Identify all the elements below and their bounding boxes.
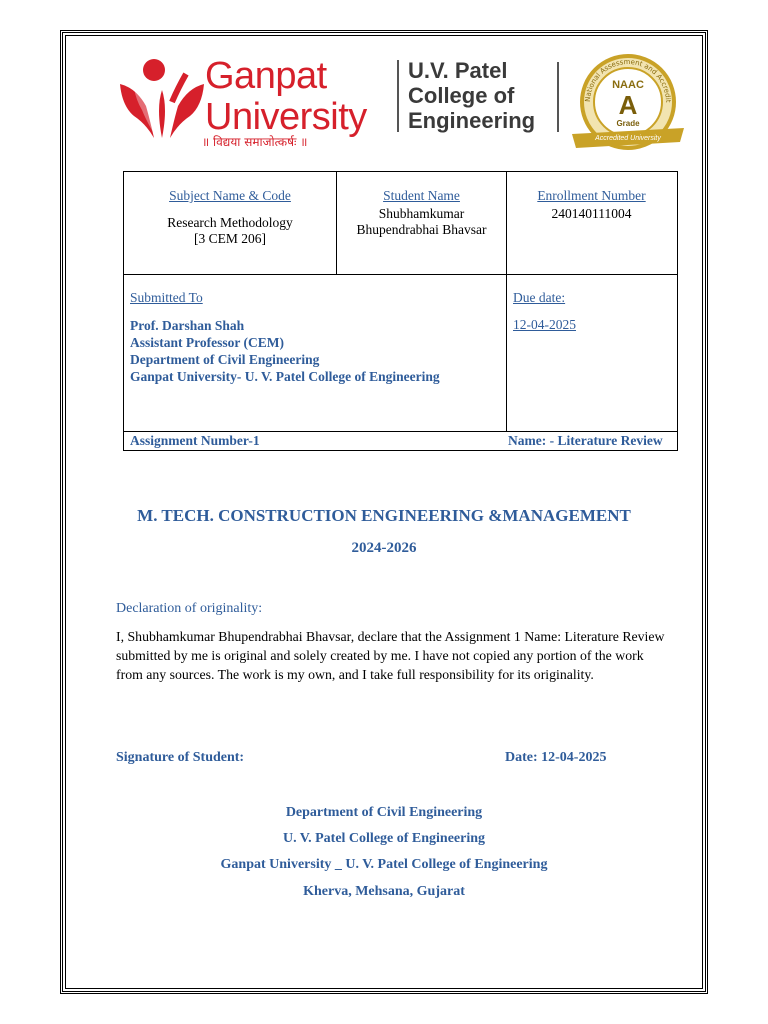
header-divider <box>397 60 399 132</box>
due-date-header: Due date: <box>513 290 566 305</box>
footer-college: U. V. Patel College of Engineering <box>282 831 486 846</box>
assignment-number: Assignment Number-1 <box>130 433 260 448</box>
college-name-line2: College of <box>408 83 515 108</box>
program-years: 2024-2026 <box>351 540 417 556</box>
ganpat-logo-icon <box>116 54 208 146</box>
declaration-line1: I, Shubhamkumar Bhupendrabhai Bhavsar, declare that the Assignment 1 Name: Literature Review <box>116 629 665 644</box>
naac-grade-letter: A <box>618 90 638 120</box>
assignment-name: Name: - Literature Review <box>508 433 663 448</box>
university-name-line1: Ganpat <box>205 55 327 97</box>
university-motto: ॥ विद्यया समाजोत्कर्षः ॥ <box>202 135 308 149</box>
naac-label: NAAC <box>612 79 644 91</box>
submitted-to-title: Assistant Professor (CEM) <box>130 335 284 350</box>
naac-arc-text: National Assessment and Accredit <box>583 57 673 103</box>
college-name-line1: U.V. Patel <box>408 58 508 83</box>
naac-seal-icon <box>568 50 686 156</box>
header-divider-2 <box>557 62 559 132</box>
submitted-to-header: Submitted To <box>130 290 203 305</box>
student-name-line2: Bhupendrabhai Bhavsar <box>356 222 487 237</box>
student-name-line1: Shubhamkumar <box>378 206 465 221</box>
student-name-header: Student Name <box>383 188 460 203</box>
footer-university: Ganpat University _ U. V. Patel College of Engineering <box>220 857 548 872</box>
footer-department: Department of Civil Engineering <box>285 805 483 820</box>
naac-seal <box>568 50 686 156</box>
subject-line1: Research Methodology <box>167 215 293 230</box>
declaration-line3: from any sources. The work is my own, and I take full responsibility for its originality. <box>116 667 594 682</box>
submitted-to-department: Department of Civil Engineering <box>130 352 320 367</box>
naac-ribbon-text: Accredited University <box>595 135 661 142</box>
program-title: M. TECH. CONSTRUCTION ENGINEERING &MANAGEMENT <box>137 506 631 525</box>
footer-address: Kherva, Mehsana, Gujarat <box>303 884 465 899</box>
submitted-to-name: Prof. Darshan Shah <box>130 318 245 333</box>
submitted-to-institution: Ganpat University- U. V. Patel College of Engineering <box>130 369 440 384</box>
college-name-line3: Engineering <box>408 108 536 133</box>
declaration-heading: Declaration of originality: <box>116 601 263 616</box>
naac-grade-word: Grade <box>616 119 640 128</box>
subject-header: Subject Name & Code <box>169 188 291 203</box>
enrollment-value: 240140111004 <box>551 206 632 221</box>
subject-line2: [3 CEM 206] <box>194 231 266 246</box>
due-date-value: 12-04-2025 <box>513 317 576 332</box>
university-name-line2: University <box>205 96 367 138</box>
enrollment-header: Enrollment Number <box>537 188 646 203</box>
declaration-line2: submitted by me is original and solely created by me. I have not copied any portion of the work <box>116 648 644 663</box>
table-row-divider-1 <box>123 274 678 275</box>
signature-label: Signature of Student: <box>116 750 245 765</box>
signature-date: Date: 12-04-2025 <box>505 750 607 765</box>
